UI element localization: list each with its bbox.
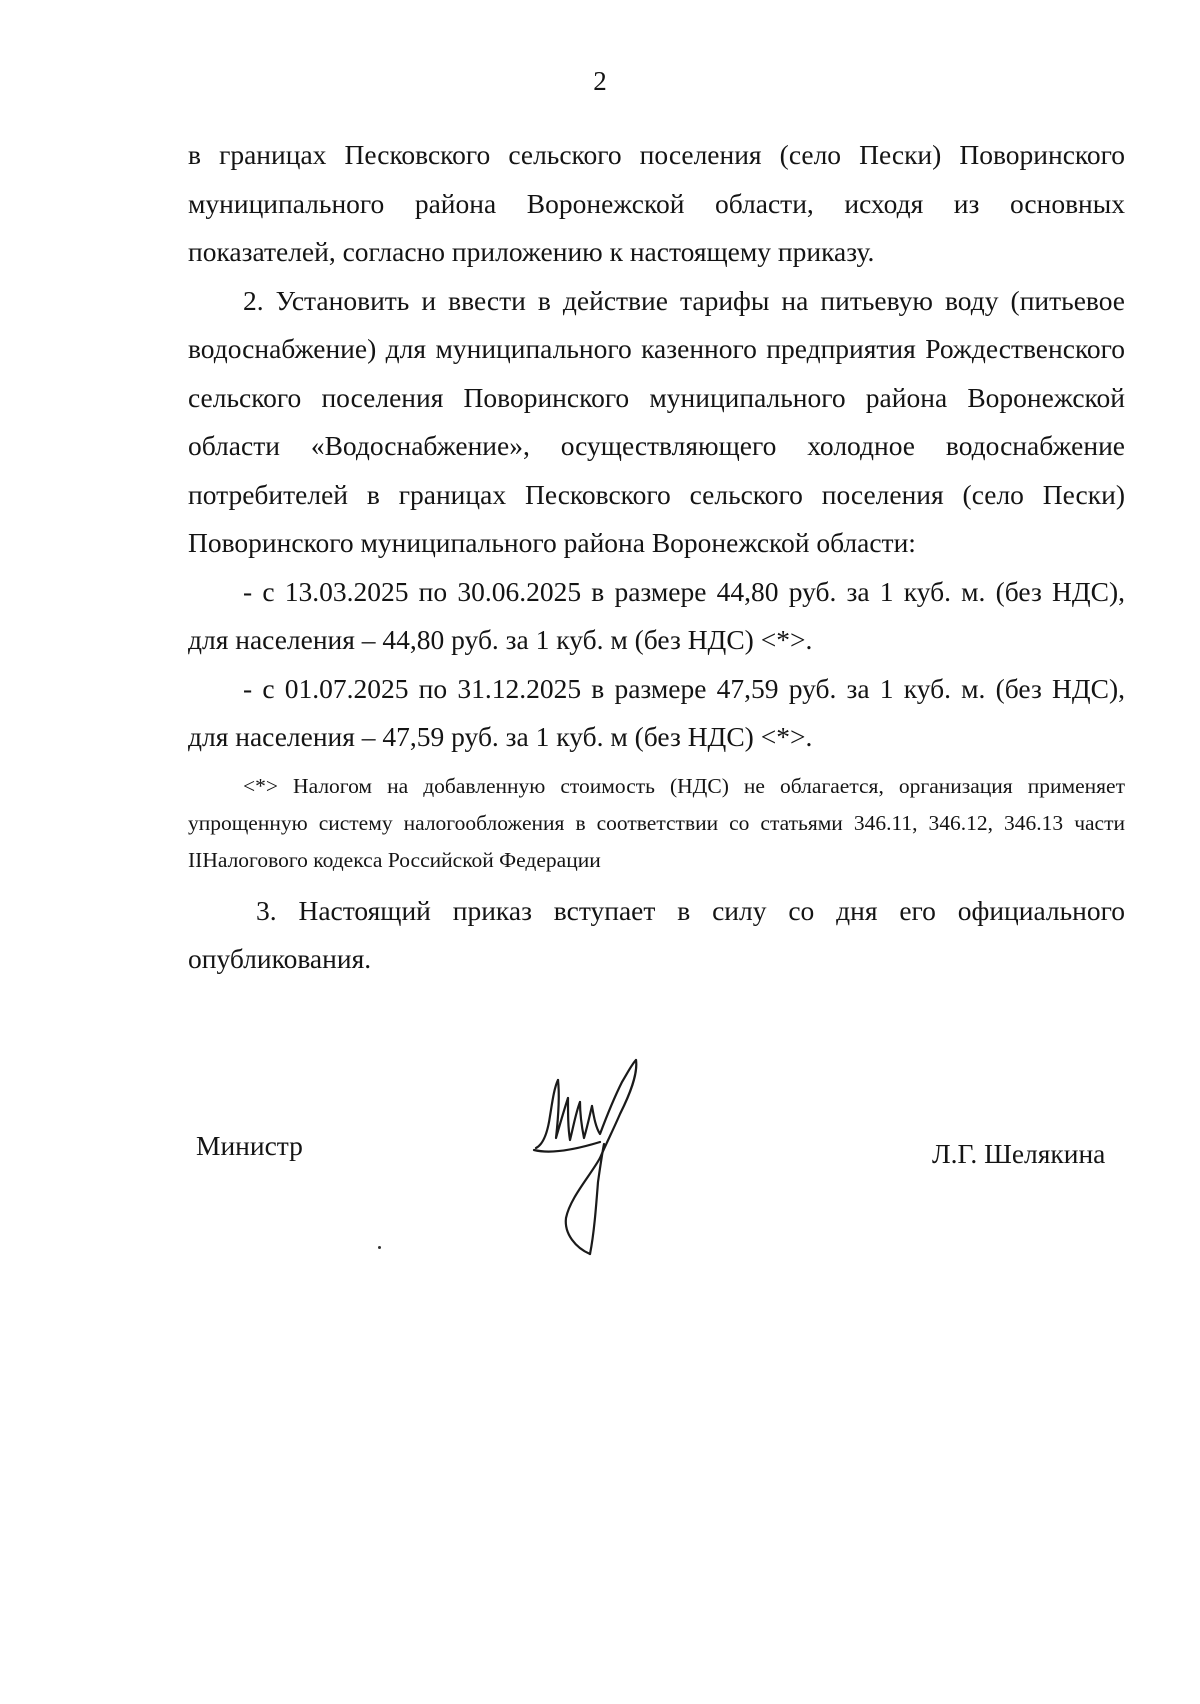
document-body — [188, 131, 1125, 984]
paragraph-tariff-period-1: - с 13.03.2025 по 30.06.2025 в размере 44,80 руб. за 1 куб. м. (без НДС), для населения – 44,80 руб. за 1 куб. м (без НДС) <*>. — [188, 575, 1125, 655]
paragraph-tariff-period-2: - с 01.07.2025 по 31.12.2025 в размере 47,59 руб. за 1 куб. м. (без НДС), для населения – 47,59 руб. за 1 куб. м (без НДС) <*>. — [188, 672, 1125, 752]
footnote-vat: <*> Налогом на добавленную стоимость (НДС) не облагается, организация применяет упрощенную систему налогообложения в соответствии со статьями 346.11, 346.12, 346.13 части IIНалогового кодекса Российской Федерации — [188, 773, 1125, 872]
page-number: 2 — [593, 66, 607, 96]
paragraph-item-2: 2. Установить и ввести в действие тарифы на питьевую воду (питьевое водоснабжение) для муниципального казенного предприятия Рождественского сельского поселения Поворинского муниципального района Воронежской области «Водоснабжение», осуществляющего холодное водоснабжение потребителей в границах Песковского сельского поселения (село Пески) Поворинского муниципального района Воронежской области: — [188, 284, 1125, 558]
signatory-role: Министр — [196, 1130, 303, 1161]
handwritten-signature — [530, 1058, 670, 1258]
signatory-name: Л.Г. Шелякина — [932, 1138, 1106, 1169]
scan-speck — [378, 1246, 381, 1249]
paragraph-item-3: 3. Настоящий приказ вступает в силу со дня его официального опубликования. — [188, 894, 1125, 974]
paragraph-continuation: в границах Песковского сельского поселения (село Пески) Поворинского муниципального района Воронежской области, исходя из основных показателей, согласно приложению к настоящему приказу. — [188, 139, 1125, 267]
